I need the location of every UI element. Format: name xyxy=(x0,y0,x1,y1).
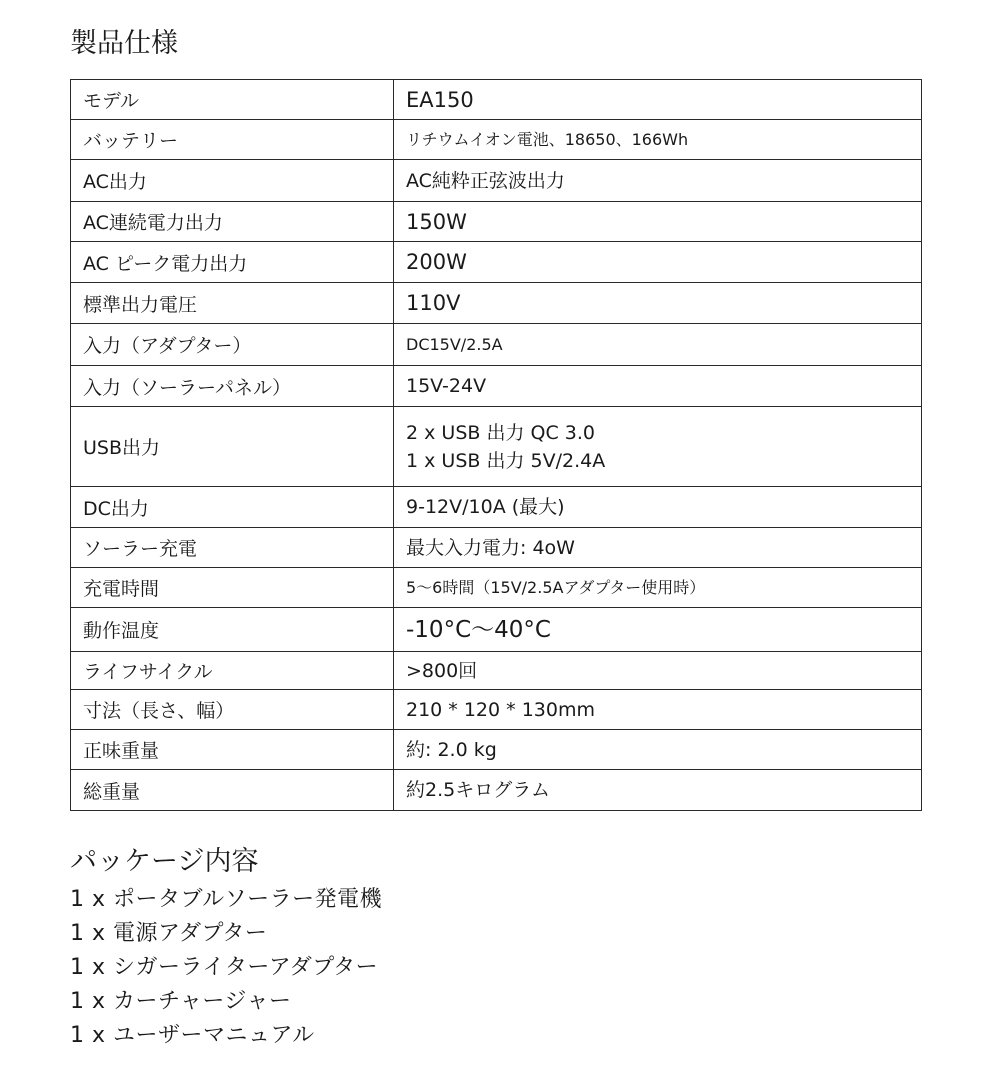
spec-value xyxy=(394,730,922,770)
spec-row xyxy=(71,690,922,730)
spec-label: AC連続電力出力 xyxy=(71,202,394,242)
spec-label: 標準出力電圧 xyxy=(71,283,394,324)
spec-value-line: 5〜6時間（15V/2.5Aアダプター使用時） xyxy=(406,577,706,597)
spec-row xyxy=(71,568,922,608)
spec-value-line: 150W xyxy=(406,209,467,234)
package-list xyxy=(70,883,382,1053)
spec-table-body xyxy=(71,80,922,811)
spec-label: AC出力 xyxy=(71,160,394,202)
spec-value-line: DC15V/2.5A xyxy=(406,334,503,354)
spec-row xyxy=(71,652,922,690)
spec-title: 製品仕様 xyxy=(70,28,178,59)
spec-value-line: リチウムイオン電池、18650、166Wh xyxy=(406,129,689,149)
spec-label: ライフサイクル xyxy=(71,652,394,690)
package-item: 1 x ユーザーマニュアル xyxy=(70,1023,315,1048)
package-item: 1 x シガーライターアダプター xyxy=(70,955,379,980)
spec-value-line: >800回 xyxy=(406,659,478,682)
spec-value xyxy=(394,528,922,568)
package-section xyxy=(70,843,382,1053)
package-title: パッケージ内容 xyxy=(70,846,259,877)
spec-value xyxy=(394,487,922,528)
spec-row xyxy=(71,487,922,528)
spec-row xyxy=(71,242,922,283)
spec-value-line: 最大入力電力: 4oW xyxy=(406,536,575,559)
spec-label: AC ピーク電力出力 xyxy=(71,242,394,283)
spec-value-line: AC純粋正弦波出力 xyxy=(406,169,565,192)
spec-value xyxy=(394,160,922,202)
spec-value xyxy=(394,770,922,811)
spec-row xyxy=(71,730,922,770)
spec-label: 寸法（長さ、幅） xyxy=(71,690,394,730)
spec-value xyxy=(394,690,922,730)
spec-label: 動作温度 xyxy=(71,608,394,652)
spec-label: 正味重量 xyxy=(71,730,394,770)
spec-row xyxy=(71,324,922,366)
spec-value-line: -10°C〜40°C xyxy=(406,616,551,643)
spec-label: USB出力 xyxy=(71,407,394,487)
spec-label: バッテリー xyxy=(71,120,394,160)
spec-row xyxy=(71,202,922,242)
spec-value xyxy=(394,202,922,242)
spec-value-line: EA150 xyxy=(406,87,474,112)
spec-label: 充電時間 xyxy=(71,568,394,608)
spec-value xyxy=(394,652,922,690)
spec-label: 総重量 xyxy=(71,770,394,811)
package-item: 1 x ポータブルソーラー発電機 xyxy=(70,887,383,912)
spec-value xyxy=(394,283,922,324)
spec-label: DC出力 xyxy=(71,487,394,528)
spec-label: 入力（ソーラーパネル） xyxy=(71,366,394,407)
spec-value xyxy=(394,366,922,407)
spec-row xyxy=(71,366,922,407)
spec-value xyxy=(394,80,922,120)
spec-value-line: 2 x USB 出力 QC 3.0 xyxy=(406,421,595,444)
spec-value-line: 9-12V/10A (最大) xyxy=(406,496,565,518)
spec-table xyxy=(70,79,922,811)
spec-row xyxy=(71,528,922,568)
package-item: 1 x カーチャージャー xyxy=(70,989,292,1014)
spec-row xyxy=(71,608,922,652)
spec-row xyxy=(71,283,922,324)
spec-value-line: 15V-24V xyxy=(406,375,487,397)
spec-row xyxy=(71,770,922,811)
spec-value xyxy=(394,324,922,366)
spec-value-line: 110V xyxy=(406,291,461,315)
spec-value xyxy=(394,120,922,160)
spec-value-line: 200W xyxy=(406,250,467,274)
spec-value xyxy=(394,608,922,652)
spec-label: モデル xyxy=(71,80,394,120)
spec-row xyxy=(71,407,922,487)
spec-value xyxy=(394,568,922,608)
spec-value xyxy=(394,407,922,487)
spec-value xyxy=(394,242,922,283)
spec-label: ソーラー充電 xyxy=(71,528,394,568)
spec-row xyxy=(71,160,922,202)
spec-value-line: 約2.5キログラム xyxy=(406,779,551,801)
package-item: 1 x 電源アダプター xyxy=(70,921,268,946)
spec-row xyxy=(71,120,922,160)
spec-label: 入力（アダプター） xyxy=(71,324,394,366)
spec-value-line: 210 * 120 * 130mm xyxy=(406,698,595,721)
spec-row xyxy=(71,80,922,120)
spec-value-line: 1 x USB 出力 5V/2.4A xyxy=(406,449,606,472)
spec-value-line: 約: 2.0 kg xyxy=(406,738,497,761)
